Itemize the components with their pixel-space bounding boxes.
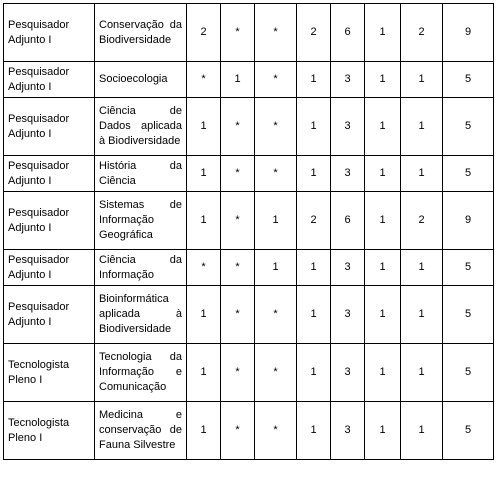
count-cell-c6: 1: [365, 156, 401, 192]
area-cell: Conservação da Biodiversidade: [95, 4, 187, 62]
area-cell: Medicina e conservação de Fauna Silvestre: [95, 402, 187, 460]
count-cell-c6: 1: [365, 192, 401, 250]
count-cell-c3: 1: [255, 192, 297, 250]
table-row: [4, 192, 494, 250]
count-cell-c6: 1: [365, 250, 401, 286]
table-row: [4, 62, 494, 98]
count-cell-c7: 2: [401, 192, 443, 250]
area-cell: Tecnologia da Informação e Comunicação: [95, 344, 187, 402]
count-cell-c2: *: [221, 344, 255, 402]
count-cell-c4: 1: [297, 156, 331, 192]
count-cell-c2: *: [221, 98, 255, 156]
count-cell-c3: *: [255, 156, 297, 192]
count-cell-c7: 1: [401, 98, 443, 156]
count-cell-c5: 3: [331, 62, 365, 98]
table-row: [4, 344, 494, 402]
count-cell-c4: 1: [297, 286, 331, 344]
count-cell-c4: 1: [297, 344, 331, 402]
count-cell-c2: 1: [221, 62, 255, 98]
count-cell-c8: 5: [443, 250, 494, 286]
count-cell-c4: 1: [297, 62, 331, 98]
count-cell-c2: *: [221, 192, 255, 250]
count-cell-c6: 1: [365, 4, 401, 62]
count-cell-c8: 5: [443, 344, 494, 402]
count-cell-c5: 6: [331, 4, 365, 62]
count-cell-c4: 2: [297, 4, 331, 62]
table-body: [4, 4, 494, 460]
count-cell-c7: 1: [401, 250, 443, 286]
count-cell-c3: *: [255, 402, 297, 460]
count-cell-c7: 1: [401, 402, 443, 460]
area-cell: Sistemas de Informação Geográfica: [95, 192, 187, 250]
cargo-cell: Pesquisador Adjunto I: [4, 98, 95, 156]
table-row: [4, 250, 494, 286]
table-row: [4, 156, 494, 192]
count-cell-c6: 1: [365, 402, 401, 460]
count-cell-c7: 1: [401, 286, 443, 344]
count-cell-c3: 1: [255, 250, 297, 286]
count-cell-c3: *: [255, 4, 297, 62]
count-cell-c8: 9: [443, 4, 494, 62]
count-cell-c3: *: [255, 98, 297, 156]
count-cell-c3: *: [255, 286, 297, 344]
count-cell-c4: 1: [297, 402, 331, 460]
cargo-cell: Pesquisador Adjunto I: [4, 250, 95, 286]
count-cell-c5: 3: [331, 286, 365, 344]
cargo-cell: Pesquisador Adjunto I: [4, 62, 95, 98]
count-cell-c5: 6: [331, 192, 365, 250]
count-cell-c5: 3: [331, 344, 365, 402]
count-cell-c1: *: [187, 250, 221, 286]
count-cell-c8: 5: [443, 62, 494, 98]
count-cell-c2: *: [221, 286, 255, 344]
cargo-cell: Tecnologista Pleno I: [4, 402, 95, 460]
table-row: [4, 98, 494, 156]
count-cell-c3: *: [255, 62, 297, 98]
count-cell-c7: 2: [401, 4, 443, 62]
count-cell-c6: 1: [365, 62, 401, 98]
count-cell-c1: 1: [187, 98, 221, 156]
count-cell-c2: *: [221, 156, 255, 192]
count-cell-c8: 5: [443, 286, 494, 344]
table-row: [4, 402, 494, 460]
count-cell-c1: 2: [187, 4, 221, 62]
area-cell: História da Ciência: [95, 156, 187, 192]
count-cell-c1: 1: [187, 192, 221, 250]
count-cell-c1: 1: [187, 344, 221, 402]
vacancy-table: [3, 3, 494, 460]
cargo-cell: Tecnologista Pleno I: [4, 344, 95, 402]
count-cell-c3: *: [255, 344, 297, 402]
count-cell-c7: 1: [401, 156, 443, 192]
cargo-cell: Pesquisador Adjunto I: [4, 192, 95, 250]
count-cell-c8: 5: [443, 98, 494, 156]
count-cell-c5: 3: [331, 156, 365, 192]
count-cell-c5: 3: [331, 402, 365, 460]
count-cell-c5: 3: [331, 250, 365, 286]
count-cell-c2: *: [221, 402, 255, 460]
count-cell-c1: 1: [187, 402, 221, 460]
table-row: [4, 286, 494, 344]
count-cell-c8: 5: [443, 156, 494, 192]
count-cell-c4: 1: [297, 98, 331, 156]
count-cell-c1: 1: [187, 156, 221, 192]
cargo-cell: Pesquisador Adjunto I: [4, 4, 95, 62]
area-cell: Ciência da Informação: [95, 250, 187, 286]
cargo-cell: Pesquisador Adjunto I: [4, 156, 95, 192]
area-cell: Bioinformática aplicada à Biodiversidade: [95, 286, 187, 344]
count-cell-c7: 1: [401, 62, 443, 98]
count-cell-c2: *: [221, 4, 255, 62]
count-cell-c8: 9: [443, 192, 494, 250]
count-cell-c6: 1: [365, 344, 401, 402]
count-cell-c6: 1: [365, 286, 401, 344]
count-cell-c1: *: [187, 62, 221, 98]
count-cell-c1: 1: [187, 286, 221, 344]
count-cell-c4: 1: [297, 250, 331, 286]
count-cell-c8: 5: [443, 402, 494, 460]
table-row: [4, 4, 494, 62]
area-cell: Socioecologia: [95, 62, 187, 98]
count-cell-c2: *: [221, 250, 255, 286]
count-cell-c4: 2: [297, 192, 331, 250]
area-cell: Ciência de Dados aplicada à Biodiversidade: [95, 98, 187, 156]
cargo-cell: Pesquisador Adjunto I: [4, 286, 95, 344]
count-cell-c5: 3: [331, 98, 365, 156]
count-cell-c6: 1: [365, 98, 401, 156]
count-cell-c7: 1: [401, 344, 443, 402]
